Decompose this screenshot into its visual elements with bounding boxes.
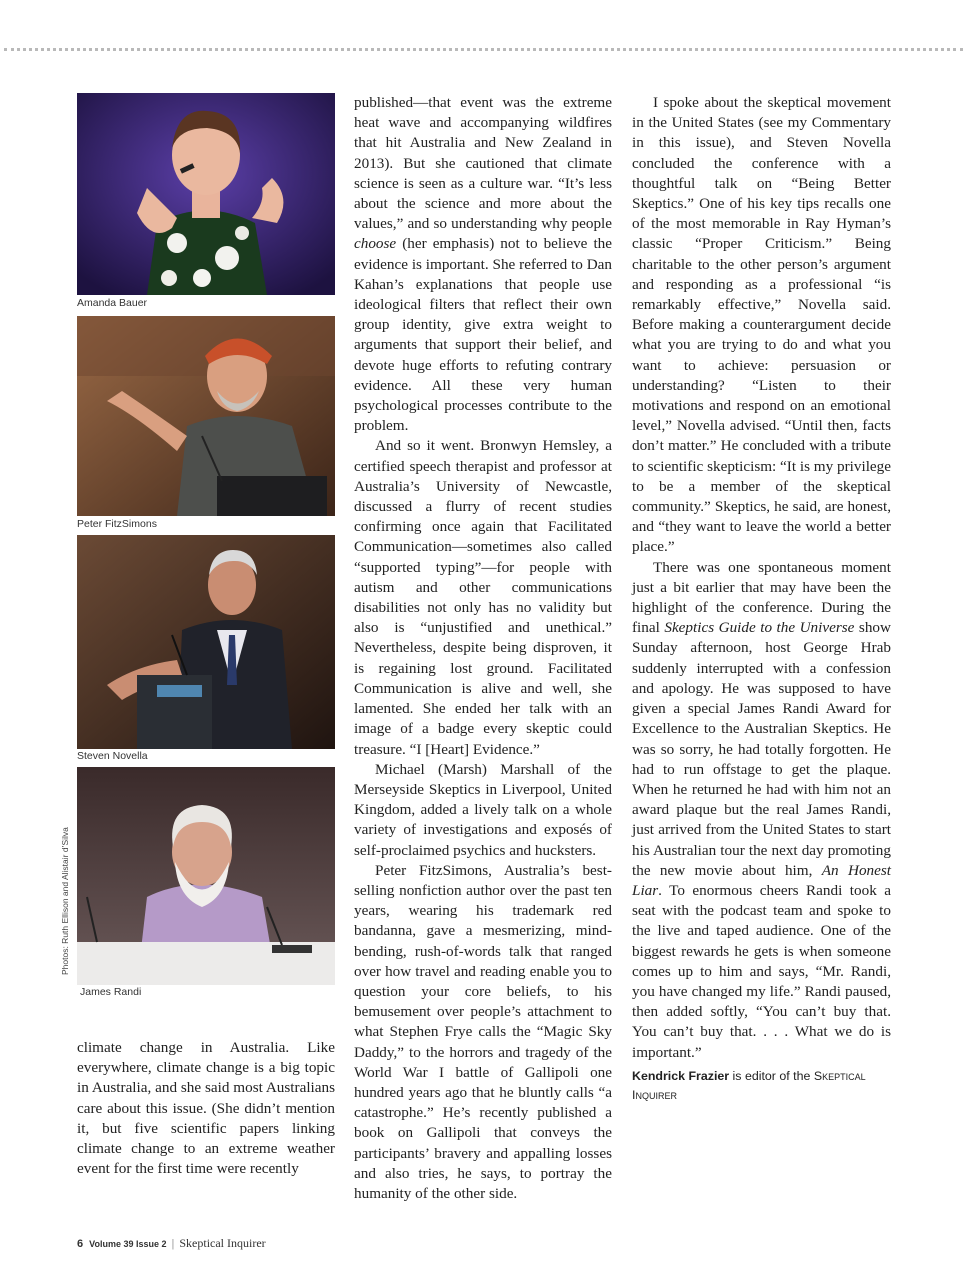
magazine-name: Skeptical Inquirer xyxy=(179,1236,266,1250)
page-number: 6 xyxy=(77,1238,84,1250)
caption-peter-fitzsimons: Peter FitzSimons xyxy=(77,518,157,530)
issue-label: Volume 39 Issue 2 xyxy=(89,1239,167,1249)
col1-paragraph: climate change in Australia. Like everywhere, climate change is a big topic in Australia, and she said most Australians care about this issue. (She didn’t mention it, but five scientific papers linking climate change to an extreme weather event for the first time were recently xyxy=(77,1039,335,1178)
col2-paragraph-3: Michael (Marsh) Marshall of the Merseyside Skeptics in Liverpool, United Kingdom, added a lively talk on a whole variety of investigations and exposés of self-proclaimed psychics and hucksters. xyxy=(354,760,612,859)
photo-steven-novella xyxy=(77,535,335,749)
caption-steven-novella: Steven Novella xyxy=(77,750,148,762)
col2-paragraph-1: published—that event was the extreme heat wave and accompanying wildfires that hit Australia and New Zealand in 2013). But she cautioned that climate science is seen as a culture war. “It’s less about the science and more about the values,” and so understanding why people choose (her emphasis) not to believe the evidence is important. She referred to Dan Kahan’s explanations that people use ideological filters that reflect their own group identity, give extra weight to arguments that support their belief, and devote huge efforts to refuting contrary evidence. All these very human psychological processes contribute to the problem. xyxy=(354,94,612,435)
page-footer: 6 Volume 39 Issue 2 | Skeptical Inquirer xyxy=(77,1236,266,1250)
photo-peter-fitzsimons xyxy=(77,316,335,516)
col3-paragraph-1: I spoke about the skeptical movement in the United States (see my Commentary in this issue), and Steven Novella concluded the conference with a thoughtful talk on “Being Better Skeptics.” One of his key tips recalls one of the most memorable in Ray Hyman’s classic “Proper Criticism.” Being charitable to the other person’s argument and responding as a professional “is remarkably effective,” Novella said. Before making a counterargument decide what you are trying to do and what you want to achieve: persuasion or understanding? “Listen to their motivations and respond on an emotional level,” Novella advised. “Until then, facts don’t matter.” He concluded with a tribute to scientific skepticism: “It is my privilege to be a member of the skeptical community.” Skeptics, he said, are honest, and “they want to leave the world a better place.” xyxy=(632,94,891,556)
author-byline: Kendrick Frazier is editor of the Skeptical Inquirer xyxy=(632,1068,866,1102)
column-1 xyxy=(77,1038,335,1179)
caption-amanda-bauer: Amanda Bauer xyxy=(77,297,148,309)
col2-paragraph-4: Peter FitzSimons, Australia’s best-selling nonfiction author over the past ten years, wearing his trademark red bandanna, gave a mesmerizing, mind-bending, rush-of-words talk that ranged over how travel and reading enable you to question your core beliefs, to his bemusement over people’s attachment to what Stephen Frye calls the “Magic Sky Daddy,” to the horrors and tragedy of the World War I battle of Gallipoli one hundred years ago that he bluntly calls “a catastrophe.” He’s recently published a book on Gallipoli that conveys the participants’ bravery and appalling losses and also tries, he says, to portray the humanity of the other side. xyxy=(354,861,612,1202)
photo-james-randi xyxy=(77,767,335,985)
top-dotted-rule xyxy=(4,48,963,51)
photo-amanda-bauer xyxy=(77,93,335,295)
col2-paragraph-2: And so it went. Bronwyn Hemsley, a certified speech therapist and professor at Australia’s University of Newcastle, discussed a flurry of recent studies confirming once again that Facilitated Communication—sometimes also called “supported typing”—for people with autism and other communications disabilities not only has no validity but also is “unjustified and unethical.” Nevertheless, despite being disproven, it is regaining lost ground. Facilitated Communication is alive and well, she lamented. She ended her talk with an image of a badge every skeptic could treasure. “I [Heart] Evidence.” xyxy=(354,437,612,758)
col3-paragraph-2: There was one spontaneous moment just a bit earlier that may have been the highlight of the conference. During the final Skeptics Guide to the Universe show Sunday afternoon, host George Hrab suddenly interrupted with a confession and apology. He was supposed to have given a special James Randi Award for Excellence to the Australian Skeptics. He was so sorry, he had totally forgotten. He had to run offstage to get the plaque. When he returned he had with him not an award plaque but the real James Randi, just arrived from the United States to start his Australian tour the next day promoting the new movie about him, An Honest Liar. To enormous cheers Randi took a seat with the podcast team and spoke to the live and taped audience. One of the biggest rewards he gets is when someone comes up to him and says, “Mr. Randi, you have changed my life.” Randi paused, then added softly, “You can’t buy that. You can’t buy that. . . . What we do is important.” xyxy=(632,558,891,1061)
caption-james-randi: James Randi xyxy=(80,986,142,998)
photo-credit: Photos: Ruth Ellison and Alistair d’Silva xyxy=(60,827,70,975)
column-2 xyxy=(354,93,612,1204)
column-3 xyxy=(632,93,891,1105)
